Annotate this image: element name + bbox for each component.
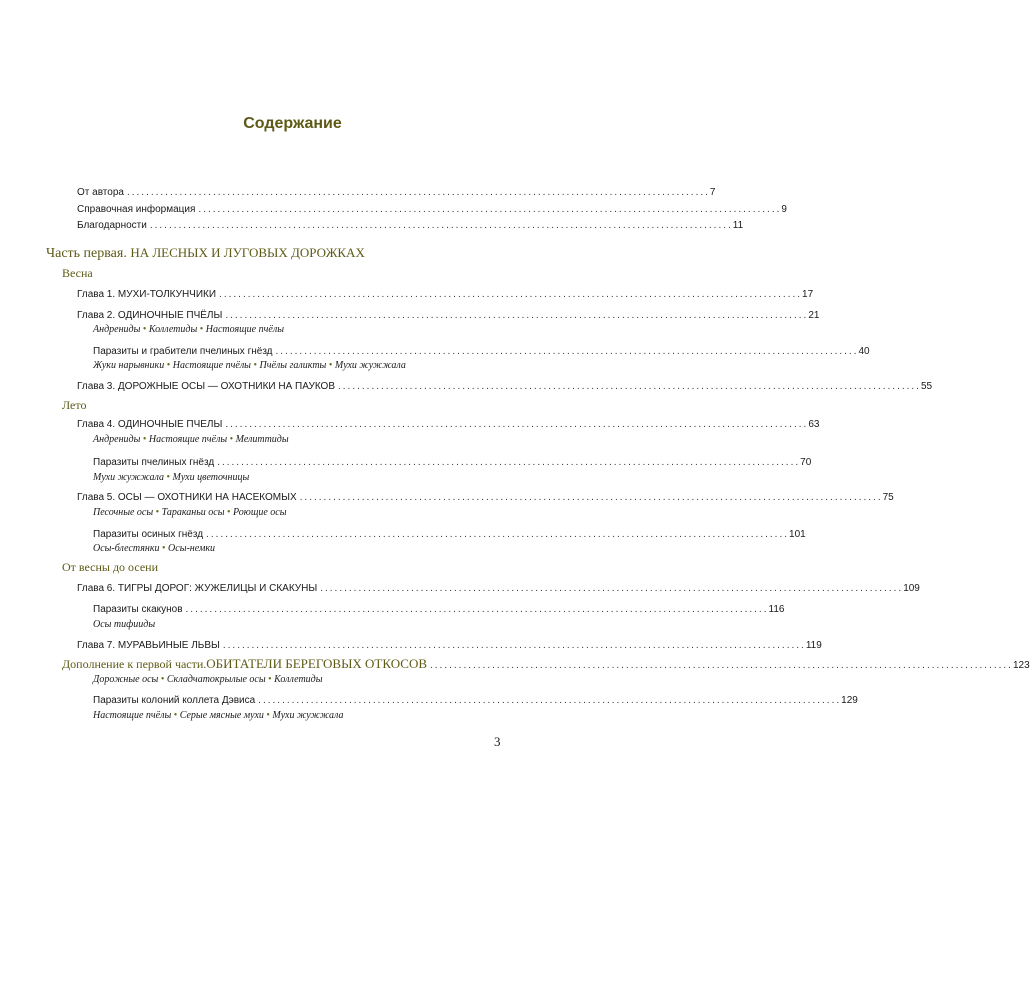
toc-entry-ch5[interactable]: [0, 491, 894, 505]
leader-dots: ..........................................................................................................................: [320, 583, 904, 594]
toc-entry-ch4[interactable]: [0, 418, 820, 432]
toc-entry-reference[interactable]: [0, 203, 787, 217]
leader-dots: ..........................................................................................................................: [225, 310, 809, 321]
toc-entry-ch5-parasites[interactable]: [0, 528, 806, 542]
entry-page: 70: [800, 457, 812, 468]
entry-text: Паразиты осиных гнёзд: [93, 529, 204, 540]
entry-page: 9: [781, 204, 787, 215]
leader-dots: ..........................................................................................................................: [275, 346, 859, 357]
supplement-label: Дополнение к первой части.: [62, 657, 207, 671]
subtopics-ch4: Андрениды • Настоящие пчёлы • Мелиттиды: [93, 434, 289, 445]
entry-page: 75: [882, 492, 894, 503]
leader-dots: ..........................................................................................................................: [219, 289, 803, 300]
entry-page: 40: [858, 346, 870, 357]
leader-dots: ..........................................................................................................................: [225, 419, 809, 430]
subtopics-ch5-parasites: Осы-блестянки • Осы-немки: [93, 543, 216, 554]
entry-text: Глава 3. ДОРОЖНЫЕ ОСЫ — ОХОТНИКИ НА ПАУКОВ: [77, 381, 335, 392]
part-name: НА ЛЕСНЫХ И ЛУГОВЫХ ДОРОЖКАХ: [130, 245, 365, 260]
toc-entry-ch4-parasites[interactable]: [0, 456, 812, 470]
page-number: 3: [494, 734, 501, 749]
entry-text: Глава 2. ОДИНОЧНЫЕ ПЧЁЛЫ: [77, 310, 223, 321]
subtopics-ch2-parasites: Жуки нарывники • Настоящие пчёлы • Пчёлы галикты • Мухи жужжала: [93, 360, 406, 371]
toc-entry-ch1[interactable]: [0, 288, 814, 302]
subtopics-ch4-parasites: Мухи жужжала • Мухи цветочницы: [93, 472, 250, 483]
subtopics-ch6-parasites: Осы тифииды: [93, 619, 156, 630]
leader-dots: ..........................................................................................................................: [222, 640, 806, 651]
toc-entry-supplement[interactable]: [62, 656, 1030, 672]
toc-title: Содержание: [243, 115, 342, 132]
entry-text: Глава 1. МУХИ-ТОЛКУНЧИКИ: [77, 289, 217, 300]
subtopics-ch5: Песочные осы • Тараканьи осы • Роющие осы: [93, 507, 287, 518]
entry-page: 109: [903, 583, 920, 594]
leader-dots: ..........................................................................................................................: [258, 695, 842, 706]
season-spring-autumn: От весны до осени: [62, 560, 158, 574]
entry-page: 21: [808, 310, 820, 321]
toc-entry-ch7[interactable]: [0, 639, 822, 653]
toc-entry-thanks[interactable]: [0, 219, 744, 233]
subtopics-supplement: Дорожные осы • Складчатокрылые осы • Коллетиды: [93, 674, 323, 685]
entry-text: Благодарности: [77, 220, 147, 231]
leader-dots: ..........................................................................................................................: [198, 204, 782, 215]
entry-text: Глава 6. ТИГРЫ ДОРОГ: ЖУЖЕЛИЦЫ И СКАКУНЫ: [77, 583, 318, 594]
toc-entry-ch2-parasites[interactable]: [0, 345, 870, 359]
leader-dots: ..........................................................................................................................: [185, 604, 769, 615]
subtopics-supplement-parasites: Настоящие пчёлы • Серые мясные мухи • Мухи жужжала: [93, 710, 344, 721]
toc-entry-author[interactable]: [0, 186, 716, 200]
toc-entry-ch2[interactable]: [0, 309, 820, 323]
leader-dots: ..........................................................................................................................: [126, 187, 710, 198]
subtopics-ch2: Андрениды • Коллетиды • Настоящие пчёлы: [93, 324, 284, 335]
toc-entry-supplement-parasites[interactable]: [0, 694, 858, 708]
entry-text: Паразиты пчелиных гнёзд: [93, 457, 215, 468]
entry-page: 119: [805, 640, 822, 651]
toc-entry-ch3[interactable]: [0, 380, 933, 394]
entry-page: 11: [732, 220, 744, 231]
entry-text: Глава 7. МУРАВЬИНЫЕ ЛЬВЫ: [77, 640, 220, 651]
supplement-name: ОБИТАТЕЛИ БЕРЕГОВЫХ ОТКОСОВ: [206, 656, 427, 671]
part-heading: [46, 245, 365, 262]
leader-dots: ..........................................................................................................................: [149, 220, 733, 231]
entry-page: 129: [841, 695, 858, 706]
toc-entry-ch6-parasites[interactable]: [0, 603, 785, 617]
entry-page: 63: [808, 419, 820, 430]
entry-text: Паразиты скакунов: [93, 604, 183, 615]
entry-text: Глава 5. ОСЫ — ОХОТНИКИ НА НАСЕКОМЫХ: [77, 492, 297, 503]
entry-text: От автора: [77, 187, 124, 198]
entry-text: Справочная информация: [77, 204, 196, 215]
leader-dots: ..........................................................................................................................: [299, 492, 883, 503]
season-summer: Лето: [62, 398, 87, 412]
part-label: Часть первая.: [46, 246, 131, 261]
entry-text: Глава 4. ОДИНОЧНЫЕ ПЧЕЛЫ: [77, 419, 223, 430]
toc-entry-ch6[interactable]: [0, 582, 920, 596]
entry-page: 116: [768, 604, 785, 615]
season-spring: Весна: [62, 266, 93, 280]
leader-dots: ..........................................................................................................................: [338, 381, 921, 392]
leader-dots: ..........................................................................................................................: [217, 457, 801, 468]
entry-page: 55: [920, 381, 933, 392]
entry-page: 123: [1012, 660, 1030, 671]
entry-page: 101: [789, 529, 806, 540]
entry-text: Паразиты колоний коллета Дэвиса: [93, 695, 256, 706]
leader-dots: ..........................................................................................................................: [206, 529, 790, 540]
entry-text: Паразиты и грабители пчелиных гнёзд: [93, 346, 273, 357]
leader-dots: ..........................................................................................................................: [430, 660, 1013, 671]
entry-page: 17: [802, 289, 814, 300]
entry-page: 7: [709, 187, 716, 198]
